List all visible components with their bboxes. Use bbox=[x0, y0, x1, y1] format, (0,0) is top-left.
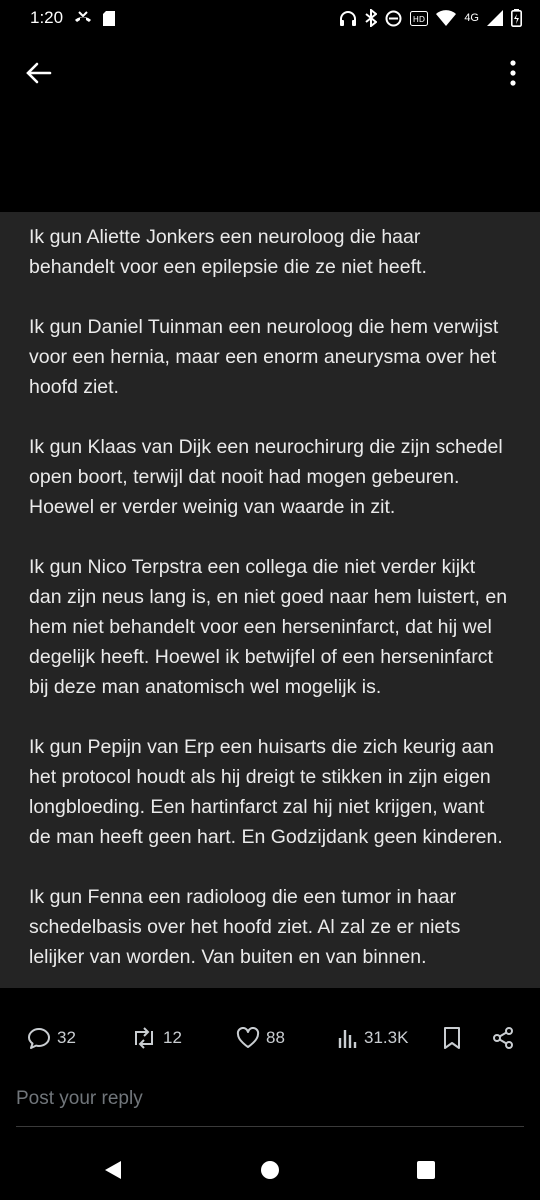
bookmark-icon bbox=[442, 1026, 462, 1050]
like-count: 88 bbox=[266, 1028, 285, 1047]
reply-icon bbox=[27, 1027, 51, 1049]
nav-home-button[interactable] bbox=[260, 1160, 280, 1185]
nav-back-icon bbox=[103, 1160, 123, 1180]
network-type: 4G bbox=[464, 12, 479, 24]
reply-count: 32 bbox=[57, 1028, 76, 1047]
signal-icon bbox=[487, 10, 503, 26]
views-icon bbox=[338, 1027, 358, 1049]
more-options-button[interactable] bbox=[508, 59, 518, 87]
back-arrow-icon bbox=[24, 61, 52, 85]
system-nav-bar bbox=[0, 1140, 540, 1200]
nav-recents-icon bbox=[416, 1160, 436, 1180]
bookmark-button[interactable] bbox=[442, 1026, 462, 1050]
repost-button[interactable] bbox=[131, 1027, 182, 1049]
paragraph-daniel: Ik gun Daniel Tuinman een neuroloog die hem verwijst voor een hernia, maar een enorm aneurysma over het hoofd ziet. bbox=[29, 316, 499, 398]
share-button[interactable] bbox=[491, 1026, 515, 1050]
headphones-icon bbox=[339, 10, 357, 26]
app-bar bbox=[0, 48, 540, 98]
nav-home-icon bbox=[260, 1160, 280, 1180]
battery-icon bbox=[511, 9, 522, 27]
views-count: 31.3K bbox=[364, 1028, 409, 1047]
paragraph-nico: Ik gun Nico Terpstra een collega die niet verder kijkt dan zijn neus lang is, en niet goed naar hem luistert, en hem niet behandelt voor een herseninfarct, dat hij wel degelijk heeft. Hoewel ik betwijfel of een herseninfarct bij deze man anatomisch wel mogelijk is. bbox=[29, 556, 508, 698]
nav-back-button[interactable] bbox=[103, 1160, 123, 1185]
repost-count: 12 bbox=[163, 1028, 182, 1047]
repost-icon bbox=[131, 1027, 157, 1049]
paragraph-fenna: Ik gun Fenna een radioloog die een tumor in haar schedelbasis over het hoofd ziet. Al zal ze er niets lelijker van worden. Van buiten en van binnen. bbox=[29, 886, 461, 968]
missed-call-icon bbox=[73, 10, 93, 26]
more-vertical-icon bbox=[508, 59, 518, 87]
status-bar bbox=[0, 0, 540, 36]
back-button[interactable] bbox=[24, 61, 52, 85]
like-button[interactable] bbox=[236, 1027, 285, 1049]
bluetooth-icon bbox=[365, 9, 377, 27]
like-icon bbox=[236, 1027, 260, 1049]
reply-placeholder: Post your reply bbox=[16, 1088, 143, 1109]
reply-button[interactable] bbox=[27, 1027, 76, 1049]
status-time: 1:20 bbox=[30, 8, 64, 27]
views-button[interactable] bbox=[338, 1027, 408, 1049]
paragraph-klaas: Ik gun Klaas van Dijk een neurochirurg die zijn schedel open boort, terwijl dat nooit had mogen gebeuren. Hoewel er verder weinig van waarde in zit. bbox=[29, 436, 503, 518]
post-image[interactable] bbox=[0, 212, 540, 988]
sd-card-icon bbox=[103, 11, 115, 26]
wifi-icon bbox=[436, 10, 456, 26]
paragraph-aliette: Ik gun Aliette Jonkers een neuroloog die haar behandelt voor een epilepsie die ze niet heeft. bbox=[29, 226, 427, 278]
paragraph-pepijn: Ik gun Pepijn van Erp een huisarts die zich keurig aan het protocol houdt als hij dreigt te stikken in zijn eigen longbloeding. Een hartinfarct zal hij niet krijgen, want de man heeft geen hart. En Godzijdank geen kinderen. bbox=[29, 736, 503, 848]
action-bar bbox=[0, 1018, 540, 1058]
reply-input[interactable] bbox=[16, 1088, 524, 1127]
share-icon bbox=[491, 1026, 515, 1050]
dnd-icon bbox=[385, 10, 402, 27]
svg-text:HD: HD bbox=[413, 14, 426, 24]
nav-recents-button[interactable] bbox=[416, 1160, 436, 1185]
hd-icon bbox=[410, 11, 428, 26]
